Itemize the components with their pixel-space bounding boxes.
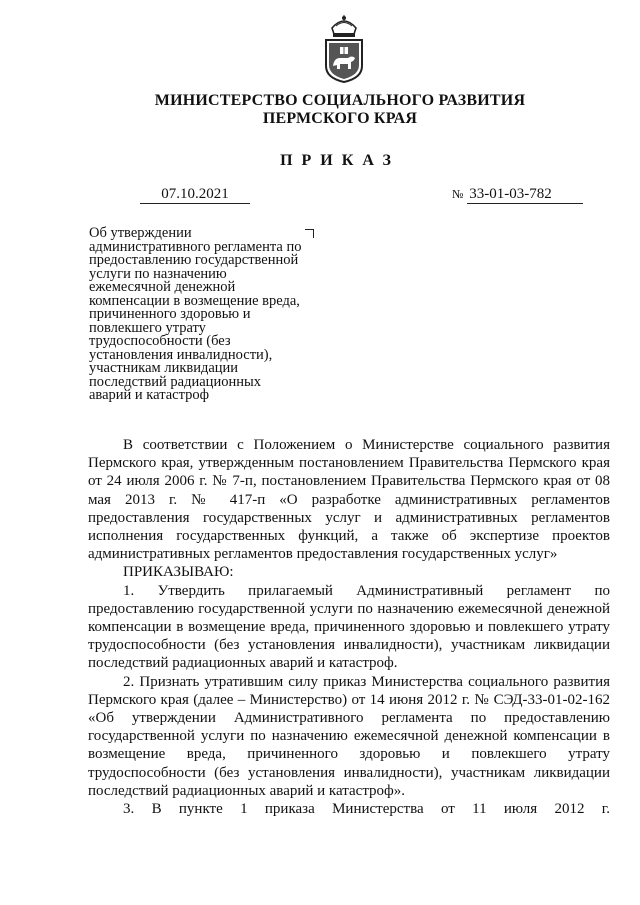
coat-of-arms-icon [322,14,366,84]
subject-line: повлекшего утрату [89,319,206,336]
order-date: 07.10.2021 [140,186,250,204]
order-number [452,186,583,204]
decree-word: ПРИКАЗЫВАЮ: [123,564,234,581]
subject-line: трудоспособности (без [89,333,231,349]
preamble-paragraph: В соответствии с Положением о Министерстве социального развития Пермского края, утвержденным постановлением Правительства Пермского края от 24 июля 2006 г. № 7-п, постановлением Правительства Пермского края от 08 мая 2013 г. № 417-п «О разработке административных регламентов предоставления государственных услуг и административных регламентов исполнения государственных функций, а также об экспертизе проектов административных регламентов предоставления государственных услуг» [88,437,610,563]
order-number-value: 33-01-03-782 [467,186,583,204]
subject-line: административного регламента по [89,238,302,255]
subject-line: ежемесячной денежной [89,279,236,295]
ministry-name-line2: ПЕРМСКОГО КРАЯ [262,110,418,127]
ministry-name-line1: МИНИСТЕРСТВО СОЦИАЛЬНОГО РАЗВИТИЯ [154,92,526,109]
subject-line: установления инвалидности), [89,346,273,363]
order-number-prefix: № [452,187,464,201]
subject-line: причиненного здоровью и [89,306,251,322]
subject-line: Об утверждении [89,225,192,241]
subject-line: последствий радиационных [89,373,261,390]
subject-line: участникам ликвидации [89,360,239,376]
order-body [88,436,610,818]
order-subject [89,227,329,403]
order-title: ПРИКАЗ [280,152,400,169]
item-1-paragraph: 1. Утвердить прилагаемый Административный регламент по предоставлению государственной услуги по назначению ежемесячной денежной компенсации в возмещение вреда, причиненного здоровью и повлекшего утрату трудоспособности (без установления инвалидности), участникам ликвидации последствий радиационных аварий и катастроф. [88,582,610,672]
item-2-paragraph: 2. Признать утратившим силу приказ Министерства социального развития Пермского края (далее – Министерство) от 14 июня 2012 г. № СЭД-33-01-02-162 «Об утверждении Административного регламента по предоставлению государственной услуги по назначению ежемесячной денежной компенсации в возмещение вреда, причиненного здоровью и повлекшего утрату трудоспособности (без установления инвалидности), участникам ликвидации последствий радиационных аварий и катастроф». [88,673,610,799]
subject-line: аварий и катастроф [89,387,209,403]
subject-line: компенсации в возмещение вреда, [89,292,300,309]
ministry-name [120,92,560,128]
subject-line: предоставлению государственной [89,252,299,268]
subject-line: услуги по назначению [89,265,227,282]
item-3-paragraph: 3. В пункте 1 приказа Министерства от 11 июля 2012 г. [123,801,610,818]
